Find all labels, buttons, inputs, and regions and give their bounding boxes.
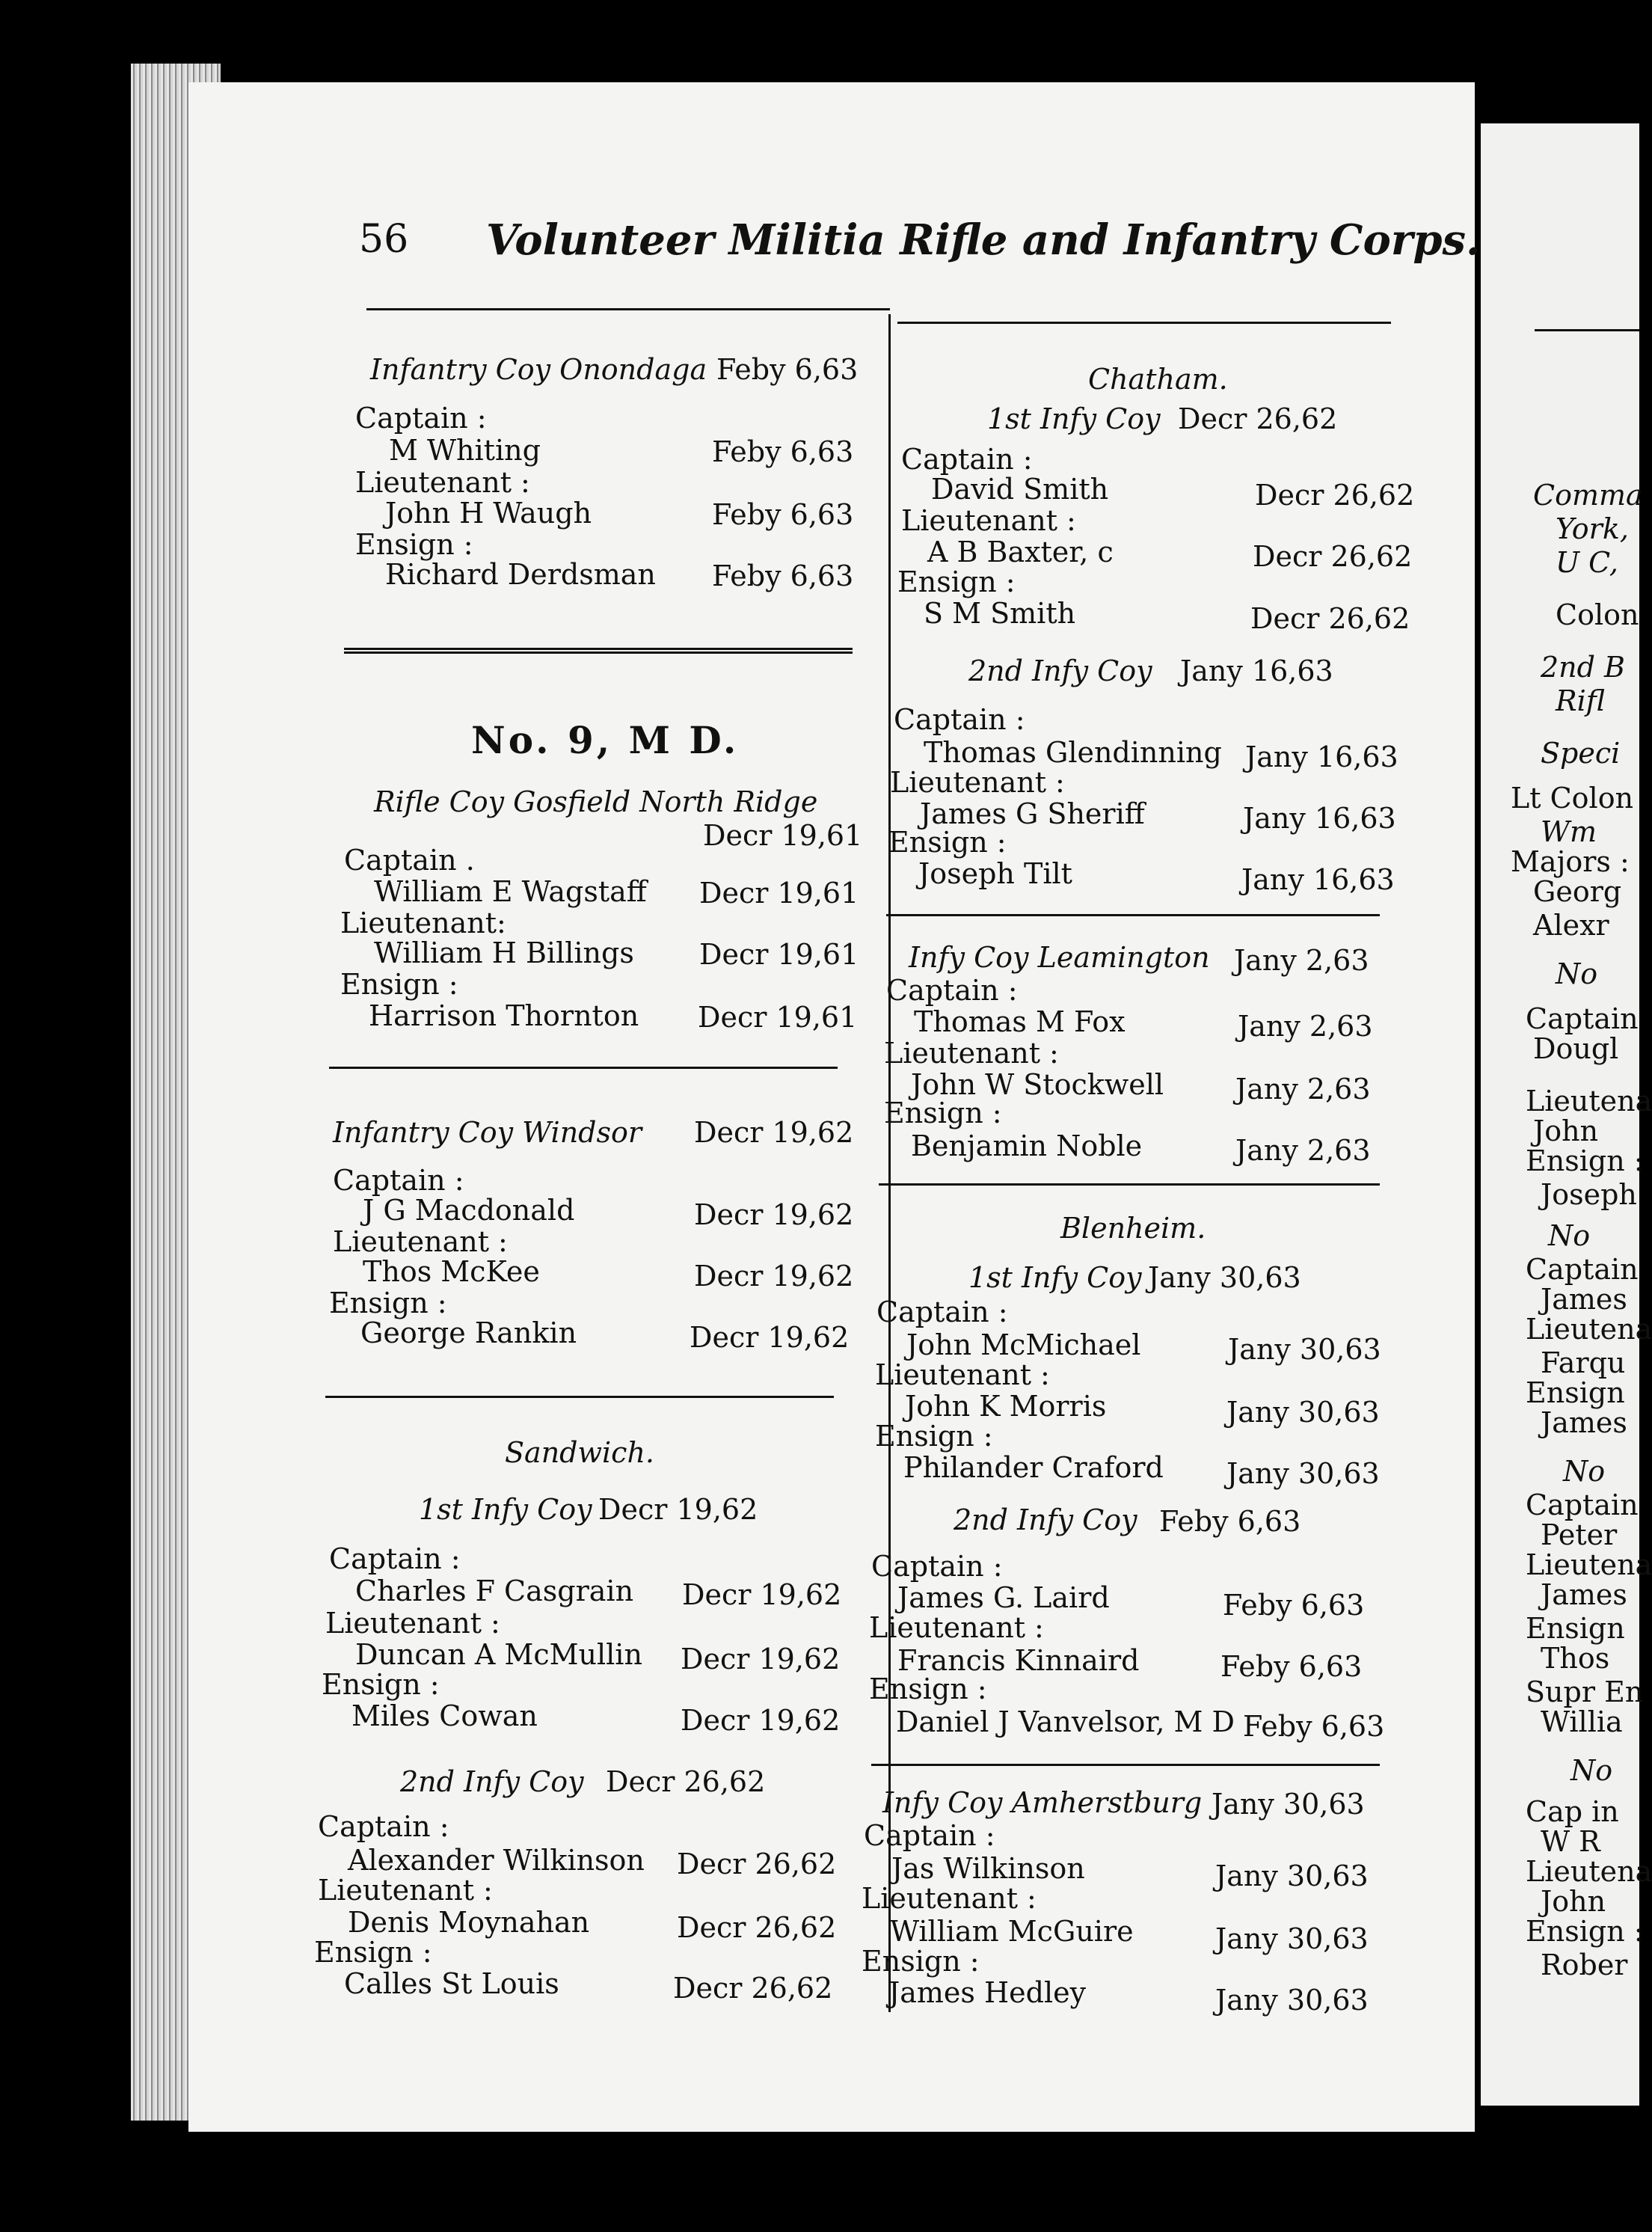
ensign-name: Harrison Thornton [369, 999, 639, 1032]
section-date: Jany 30,63 [1148, 1261, 1301, 1294]
facing-page-text: John [1533, 1115, 1599, 1147]
lieutenant-name: William McGuire [890, 1915, 1134, 1948]
header-rule-right [897, 322, 1391, 324]
ensign-label: Ensign : [875, 1420, 993, 1453]
ensign-label: Ensign : [340, 968, 458, 1001]
captain-label: Captain : [871, 1550, 1003, 1583]
captain-date: Jany 16,63 [1245, 741, 1398, 773]
ensign-label: Ensign : [329, 1287, 447, 1319]
facing-page-text: John [1541, 1885, 1606, 1918]
captain-label: Captain : [355, 402, 487, 435]
lieutenant-label: Lieutenant: [340, 907, 506, 939]
captain-name: James G. Laird [897, 1581, 1110, 1614]
facing-page-text: Colon [1556, 598, 1639, 631]
section-title: Infy Coy Leamington [909, 941, 1210, 974]
facing-page-text: No [1570, 1754, 1613, 1787]
ensign-name: S M Smith [924, 597, 1076, 630]
captain-name: John McMichael [906, 1328, 1141, 1361]
ensign-name: Daniel J Vanvelsor, M D [896, 1705, 1235, 1738]
captain-label: Captain : [864, 1819, 995, 1852]
lieutenant-name: Duncan A McMullin [355, 1638, 642, 1671]
captain-name: Thomas M Fox [914, 1005, 1126, 1038]
facing-page-text: Peter [1541, 1518, 1618, 1551]
ensign-date: Decr 19,62 [690, 1321, 850, 1354]
lieutenant-label: Lieutenant : [318, 1874, 493, 1907]
section-title: 1st Infy Coy [968, 1261, 1142, 1294]
captain-date: Feby 6,63 [712, 435, 854, 468]
captain-label: Captain : [318, 1810, 449, 1843]
section-rule [871, 1764, 1380, 1766]
ensign-name: Calles St Louis [344, 1967, 559, 2000]
ensign-date: Jany 30,63 [1226, 1457, 1380, 1490]
ensign-date: Feby 6,63 [712, 559, 854, 592]
lieutenant-label: Lieutenant : [325, 1607, 500, 1640]
ensign-name: Philander Craford [903, 1451, 1164, 1484]
section-title: 2nd Infy Coy [954, 1503, 1137, 1536]
column-divider [888, 314, 891, 2012]
ensign-date: Feby 6,63 [1243, 1710, 1385, 1743]
captain-name: Charles F Casgrain [355, 1575, 634, 1607]
lieutenant-date: Decr 19,62 [694, 1260, 854, 1293]
ensign-label: Ensign : [314, 1936, 432, 1969]
captain-date: Jany 30,63 [1215, 1860, 1369, 1892]
captain-date: Decr 26,62 [1255, 479, 1415, 512]
facing-page-text: Lieutena [1526, 1313, 1652, 1346]
captain-name: Thomas Glendinning [924, 736, 1222, 769]
lieutenant-label: Lieutenant : [901, 504, 1076, 537]
ensign-label: Ensign : [897, 565, 1016, 598]
section-title: Infantry Coy Windsor [333, 1116, 642, 1149]
section-date: Feby 6,63 [716, 353, 859, 386]
lieutenant-label: Lieutenant : [355, 466, 530, 499]
facing-page-text: Thos [1541, 1642, 1610, 1675]
lieutenant-name: Thos McKee [363, 1255, 540, 1288]
facing-page-text: Ensign : [1526, 1144, 1644, 1177]
section-date: Jany 30,63 [1212, 1788, 1365, 1821]
ensign-label: Ensign : [884, 1097, 1002, 1129]
lieutenant-date: Jany 30,63 [1226, 1396, 1380, 1429]
lieutenant-date: Jany 16,63 [1243, 802, 1396, 835]
lieutenant-name: John K Morris [905, 1390, 1107, 1423]
facing-page-text: No [1556, 957, 1598, 990]
ensign-label: Ensign : [355, 528, 473, 561]
captain-label: Captain : [333, 1164, 464, 1197]
captain-label: Captain : [901, 443, 1033, 476]
ensign-label: Ensign : [862, 1945, 980, 1978]
facing-page-text: James [1541, 1406, 1627, 1439]
facing-page-text: Wm [1541, 815, 1597, 848]
ensign-date: Jany 16,63 [1241, 863, 1395, 896]
section-rule [886, 914, 1380, 916]
section-rule [325, 1396, 834, 1398]
lieutenant-label: Lieutenant : [869, 1611, 1044, 1644]
facing-page-text: Majors : [1511, 845, 1630, 878]
facing-page-text: Ensign [1526, 1612, 1625, 1645]
ensign-date: Decr 19,61 [698, 1001, 858, 1034]
facing-page-text: 2nd B [1541, 651, 1625, 684]
facing-page-text: York, [1556, 512, 1629, 545]
lieutenant-date: Decr 26,62 [1253, 540, 1413, 573]
captain-name: M Whiting [389, 434, 541, 467]
section-title: Rifle Coy Gosfield North Ridge [374, 785, 818, 818]
lieutenant-name: James G Sheriff [920, 797, 1145, 830]
facing-page-text: Lieutena [1526, 1548, 1652, 1581]
district-heading: No. 9, M D. [471, 718, 740, 762]
facing-page-text: Willia [1541, 1705, 1623, 1738]
facing-page-text: Comma [1533, 479, 1643, 512]
ensign-label: Ensign : [869, 1673, 987, 1705]
lieutenant-label: Lieutenant : [890, 766, 1065, 799]
lieutenant-date: Jany 2,63 [1235, 1073, 1371, 1106]
section-rule [329, 1067, 838, 1069]
facing-page-text: Ensign : [1526, 1915, 1644, 1948]
ensign-label: Ensign : [888, 826, 1007, 859]
ensign-name: George Rankin [360, 1316, 577, 1349]
ensign-date: Decr 26,62 [1250, 602, 1410, 635]
section-title: 1st Infy Coy [419, 1493, 592, 1526]
captain-date: Feby 6,63 [1223, 1589, 1365, 1622]
facing-page-text: Dougl [1533, 1032, 1619, 1065]
facing-page-text: Speci [1541, 737, 1621, 770]
page-number: 56 [359, 217, 409, 262]
ensign-date: Decr 19,62 [681, 1704, 841, 1737]
facing-page-text: Cap in [1526, 1795, 1619, 1828]
lieutenant-name: A B Baxter, c [927, 536, 1114, 568]
facing-page-fragment [1481, 123, 1652, 2106]
ensign-date: Jany 30,63 [1215, 1984, 1369, 2017]
facing-page-text: No [1548, 1219, 1591, 1252]
facing-page-text: Alexr [1533, 909, 1609, 942]
page-title: Volunteer Militia Rifle and Infantry Corps. [486, 215, 1481, 265]
place-heading: Sandwich. [505, 1436, 655, 1469]
captain-name: Jas Wilkinson [891, 1852, 1085, 1885]
ensign-name: Richard Derdsman [385, 558, 656, 591]
ensign-date: Jany 2,63 [1235, 1134, 1371, 1167]
facing-page-text: Lieutena [1526, 1085, 1652, 1117]
captain-name: William E Wagstaff [374, 875, 647, 908]
facing-page-rule [1535, 329, 1639, 331]
lieutenant-date: Decr 19,62 [681, 1643, 841, 1675]
facing-page-text: Captain [1526, 1002, 1639, 1035]
captain-date: Jany 2,63 [1238, 1010, 1373, 1043]
captain-label: Captain : [894, 703, 1025, 736]
lieutenant-date: Decr 19,61 [699, 938, 859, 971]
ensign-name: James Hedley [888, 1976, 1087, 2009]
lieutenant-name: John W Stockwell [911, 1068, 1164, 1101]
lieutenant-label: Lieutenant : [333, 1225, 508, 1258]
facing-page-text: W R [1541, 1825, 1600, 1858]
captain-label: Captain : [876, 1296, 1008, 1328]
facing-page-text: Captain [1526, 1488, 1639, 1521]
ensign-name: Benjamin Noble [911, 1129, 1143, 1162]
section-title: Infy Coy Amherstburg [882, 1786, 1203, 1819]
captain-date: Decr 19,61 [699, 877, 859, 910]
lieutenant-label: Lieutenant : [875, 1358, 1050, 1391]
lieutenant-name: Francis Kinnaird [897, 1644, 1140, 1677]
captain-label: Captain : [329, 1542, 461, 1575]
header-rule-left [366, 308, 890, 310]
facing-page-text: Joseph [1541, 1178, 1637, 1211]
facing-page-text: Lt Colon [1511, 782, 1634, 815]
section-title: Infantry Coy Onondaga [370, 353, 707, 386]
captain-date: Decr 19,62 [694, 1198, 854, 1231]
facing-page-text: James [1541, 1578, 1627, 1611]
section-date: Decr 26,62 [606, 1765, 766, 1798]
section-date: Feby 6,63 [1159, 1505, 1301, 1538]
section-date: Jany 16,63 [1180, 654, 1333, 687]
facing-page-text: Lieutena [1526, 1855, 1652, 1888]
lieutenant-date: Jany 30,63 [1215, 1922, 1369, 1955]
captain-date: Decr 19,62 [682, 1578, 842, 1611]
facing-page-text: James [1541, 1283, 1627, 1316]
facing-page-text: Rober [1541, 1949, 1628, 1981]
section-date: Decr 19,61 [703, 819, 863, 852]
facing-page-text: Supr En [1526, 1675, 1644, 1708]
ensign-name: Miles Cowan [351, 1699, 538, 1732]
captain-name: Alexander Wilkinson [348, 1844, 645, 1877]
section-date: Jany 2,63 [1234, 944, 1369, 977]
facing-page-text: Captain [1526, 1253, 1639, 1286]
district-rule [344, 648, 853, 654]
facing-page-text: Rifl [1556, 684, 1606, 717]
lieutenant-label: Lieutenant : [884, 1037, 1059, 1070]
section-title: 2nd Infy Coy [400, 1765, 584, 1798]
captain-date: Jany 30,63 [1228, 1333, 1381, 1366]
lieutenant-date: Feby 6,63 [712, 498, 854, 531]
lieutenant-name: John H Waugh [385, 497, 592, 530]
lieutenant-name: Denis Moynahan [348, 1906, 590, 1939]
captain-name: J G Macdonald [363, 1194, 575, 1227]
facing-page-text: No [1563, 1455, 1606, 1488]
lieutenant-date: Feby 6,63 [1220, 1650, 1363, 1683]
lieutenant-label: Lieutenant : [862, 1882, 1037, 1915]
lieutenant-name: William H Billings [374, 936, 634, 969]
section-date: Decr 19,62 [598, 1493, 758, 1526]
captain-name: David Smith [931, 473, 1109, 506]
facing-page-text: Ensign [1526, 1376, 1625, 1409]
section-title: 2nd Infy Coy [968, 654, 1152, 687]
ensign-label: Ensign : [322, 1668, 440, 1701]
facing-page-text: U C, [1556, 546, 1618, 579]
facing-page-text: Farqu [1541, 1346, 1626, 1379]
ensign-date: Decr 26,62 [673, 1972, 833, 2005]
place-heading: Chatham. [1088, 363, 1228, 396]
section-date: Decr 26,62 [1178, 402, 1338, 435]
section-title: 1st Infy Coy [987, 402, 1161, 435]
section-date: Decr 19,62 [694, 1116, 854, 1149]
place-heading: Blenheim. [1060, 1212, 1206, 1245]
lieutenant-date: Decr 26,62 [677, 1911, 837, 1944]
ensign-name: Joseph Tilt [918, 857, 1072, 890]
facing-page-text: Georg [1533, 875, 1622, 908]
captain-label: Captain . [344, 844, 475, 877]
captain-label: Captain : [886, 974, 1018, 1007]
section-rule [879, 1183, 1380, 1186]
captain-date: Decr 26,62 [677, 1848, 837, 1880]
